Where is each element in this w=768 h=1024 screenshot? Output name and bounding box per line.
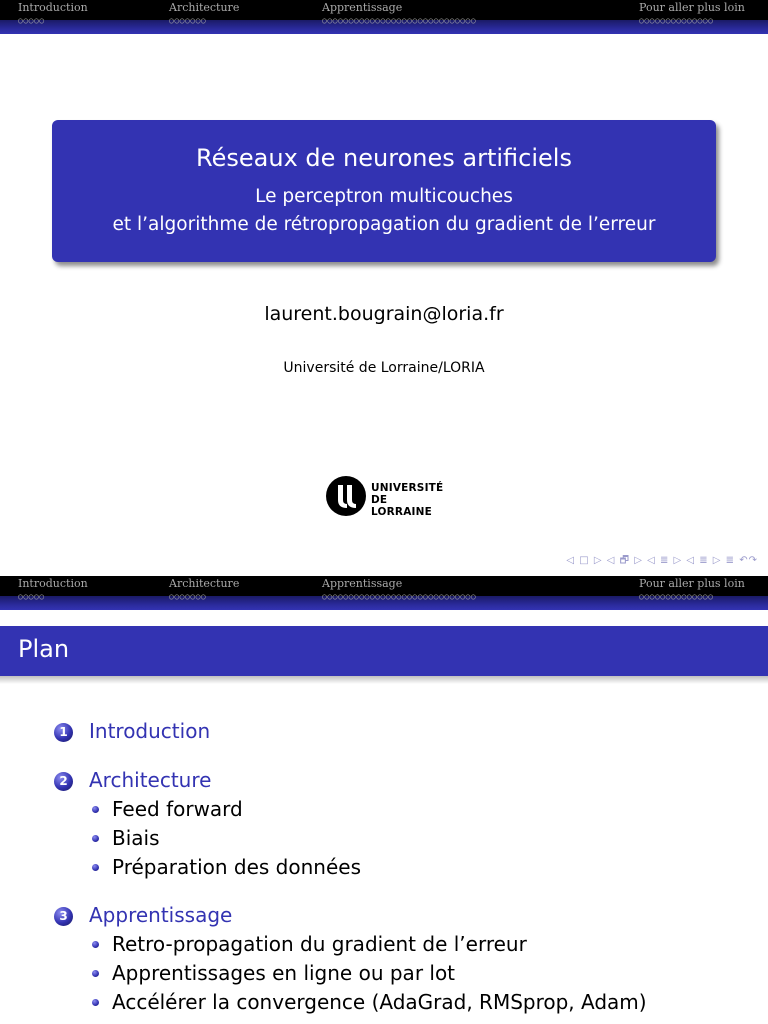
toc-section-label[interactable]: Architecture	[89, 768, 212, 792]
nav-dots-apprentissage[interactable]: ○○○○○○○○○○○○○○○○○○○○○○○○○○○○○	[322, 16, 477, 25]
nav-dots-architecture[interactable]: ○○○○○○○	[169, 592, 207, 601]
nav-dots-pour-aller-plus-loin[interactable]: ○○○○○○○○○○○○○○	[639, 592, 714, 601]
presentation-subtitle-line1: Le perceptron multicouches	[255, 186, 513, 207]
nav-dots-apprentissage[interactable]: ○○○○○○○○○○○○○○○○○○○○○○○○○○○○○	[322, 592, 477, 601]
bullet-icon	[92, 864, 99, 871]
frame-title-shadow	[0, 676, 768, 684]
bullet-icon	[92, 970, 99, 977]
bullet-icon	[92, 835, 99, 842]
section-number-ball-icon: 3	[54, 907, 73, 926]
institute: Université de Lorraine/LORIA	[283, 360, 485, 376]
nav-dots-introduction[interactable]: ○○○○○	[18, 16, 45, 25]
author-email: laurent.bougrain@loria.fr	[264, 303, 504, 325]
logo-emblem-icon	[326, 476, 366, 516]
nav-section-pour-aller-plus-loin[interactable]: Pour aller plus loin	[639, 1, 745, 14]
title-block	[52, 120, 716, 262]
nav-section-introduction[interactable]: Introduction	[18, 1, 88, 14]
nav-dots-architecture[interactable]: ○○○○○○○	[169, 16, 207, 25]
section-navigation-bar	[0, 0, 768, 34]
plan-slide: Introduction ○○○○○ Architecture ○○○○○○○ Apprentissage ○○○○○○○○○○○○○○○○○○○○○○○○○○○○○ Pour aller plus loin ○○○○○○○○○○○○○○ Plan 1 Introduction 2 Architecture Feed forward Biais Préparation des données 3 Apprentissage Retro-propagation du gradient de l’erreur Apprentissages en ligne ou par lot Accélérer la convergence (AdaGrad, RMSprop, Adam)	[0, 576, 768, 1024]
frame-title: Plan	[18, 635, 70, 663]
bullet-icon	[92, 999, 99, 1006]
presentation-subtitle-line2: et l’algorithme de rétropropagation du gradient de l’erreur	[112, 214, 656, 235]
nav-section-apprentissage[interactable]: Apprentissage	[322, 577, 403, 590]
nav-section-apprentissage[interactable]: Apprentissage	[322, 1, 403, 14]
section-number-ball-icon: 1	[54, 723, 73, 742]
nav-dots-introduction[interactable]: ○○○○○	[18, 592, 45, 601]
frame-title-bar	[0, 626, 768, 676]
toc-section-label[interactable]: Apprentissage	[89, 903, 233, 927]
nav-section-architecture[interactable]: Architecture	[169, 1, 240, 14]
toc-section-label[interactable]: Introduction	[89, 719, 211, 743]
logo-wordmark: UNIVERSITÉ DE LORRAINE	[371, 482, 444, 518]
section-number-ball-icon: 2	[54, 772, 73, 791]
nav-dots-pour-aller-plus-loin[interactable]: ○○○○○○○○○○○○○○	[639, 16, 714, 25]
nav-section-introduction[interactable]: Introduction	[18, 577, 88, 590]
nav-section-architecture[interactable]: Architecture	[169, 577, 240, 590]
universite-de-lorraine-logo	[326, 476, 446, 518]
section-navigation-bar	[0, 576, 768, 610]
beamer-navigation-symbols[interactable]: ◁ □ ▷ ◁ 🗗 ▷ ◁ ≣ ▷ ◁ ≣ ▷ ≣ ↶↷	[566, 555, 758, 566]
bullet-icon	[92, 806, 99, 813]
bullet-icon	[92, 941, 99, 948]
nav-section-pour-aller-plus-loin[interactable]: Pour aller plus loin	[639, 577, 745, 590]
presentation-title: Réseaux de neurones artificiels	[196, 144, 572, 172]
